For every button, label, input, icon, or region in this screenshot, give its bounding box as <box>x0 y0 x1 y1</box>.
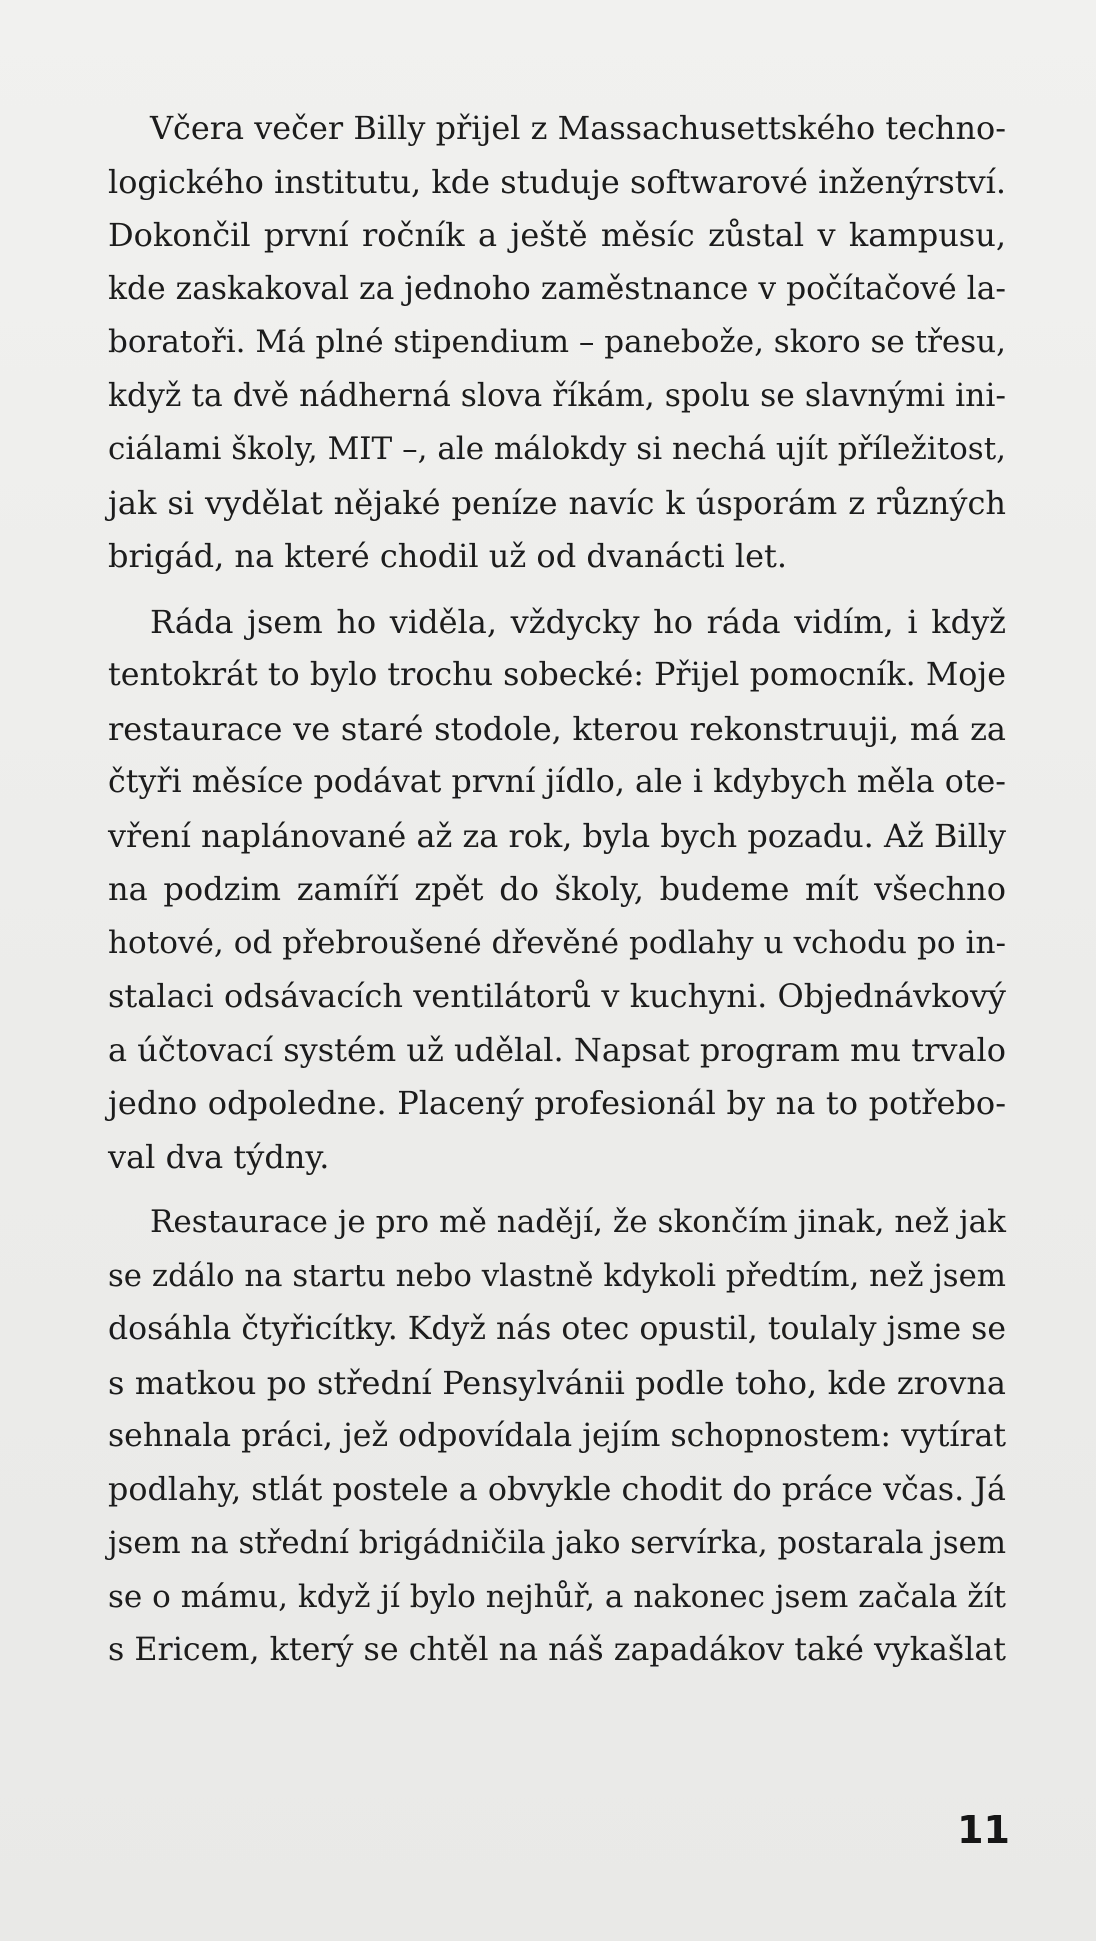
text-line: sehnala práci, jež odpovídala jejím schopnostem: vytírat <box>108 1418 1006 1454</box>
text-line: když ta dvě nádherná slova říkám, spolu se slavnými ini- <box>108 377 1006 414</box>
text-line: tentokrát to bylo trochu sobecké: Přijel pomocník. Moje <box>108 657 1006 693</box>
text-line: se o mámu, když jí bylo nejhůř, a nakonec jsem začala žít <box>108 1578 1006 1615</box>
text-line: na podzim zamíří zpět do školy, budeme mít všechno <box>108 870 1006 908</box>
text-line: stalaci odsávacích ventilátorů v kuchyni. Objednávkový <box>108 977 1006 1015</box>
text-line: dosáhla čtyřicítky. Když nás otec opustil, toulaly jsme se <box>108 1311 1006 1347</box>
page-number: 11 <box>957 1808 1010 1852</box>
text-line: Dokončil první ročník a ještě měsíc zůstal v kampusu, <box>108 216 1006 254</box>
text-line: s Ericem, který se chtěl na náš zapadákov také vykašlat <box>108 1632 1006 1668</box>
paragraph <box>108 1196 1006 1678</box>
text-line: brigád, na které chodil už od dvanácti let. <box>108 537 788 575</box>
text-line: čtyři měsíce podávat první jídlo, ale i kdybych měla ote- <box>108 764 1006 800</box>
text-line: val dva týdny. <box>108 1137 330 1176</box>
text-line: se zdálo na startu nebo vlastně kdykoli předtím, než jsem <box>108 1257 1006 1294</box>
paragraph <box>108 102 1006 584</box>
text-line: restaurace ve staré stodole, kterou rekonstruuji, má za <box>108 709 1006 748</box>
text-line: kde zaskakoval za jednoho zaměstnance v počítačové la- <box>108 270 1006 307</box>
text-line: a účtovací systém už udělal. Napsat program mu trvalo <box>108 1030 1006 1069</box>
body-text <box>108 102 1006 1690</box>
text-line: jsem na střední brigádničila jako servírka, postarala jsem <box>108 1525 1006 1561</box>
text-line: Restaurace je pro mě nadějí, že skončím jinak, než jak <box>150 1204 1006 1240</box>
text-line: Ráda jsem ho viděla, vždycky ho ráda vidím, i když <box>150 602 1006 641</box>
text-line: podlahy, stlát postele a obvykle chodit do práce včas. Já <box>108 1471 1006 1508</box>
text-line: jedno odpoledne. Placený profesionál by na to potřebo- <box>108 1084 1006 1122</box>
text-line: s matkou po střední Pensylvánii podle toho, kde zrovna <box>108 1363 1006 1402</box>
text-line: hotové, od přebroušené dřevěné podlahy u vchodu po in- <box>108 924 1006 961</box>
text-line: Včera večer Billy přijel z Massachusettského techno- <box>150 109 1006 147</box>
text-line: boratoři. Má plné stipendium – panebože, skoro se třesu, <box>108 324 1006 360</box>
text-line: logického institutu, kde studuje softwarové inženýrství. <box>108 162 1006 201</box>
text-line: vření naplánované až za rok, byla bych pozadu. Až Billy <box>108 816 1006 855</box>
text-line: ciálami školy, MIT –, ale málokdy si nechá ujít příležitost, <box>108 431 1006 467</box>
text-line: jak si vydělat nějaké peníze navíc k úsporám z různých <box>108 483 1006 522</box>
paragraph <box>108 596 1006 1185</box>
